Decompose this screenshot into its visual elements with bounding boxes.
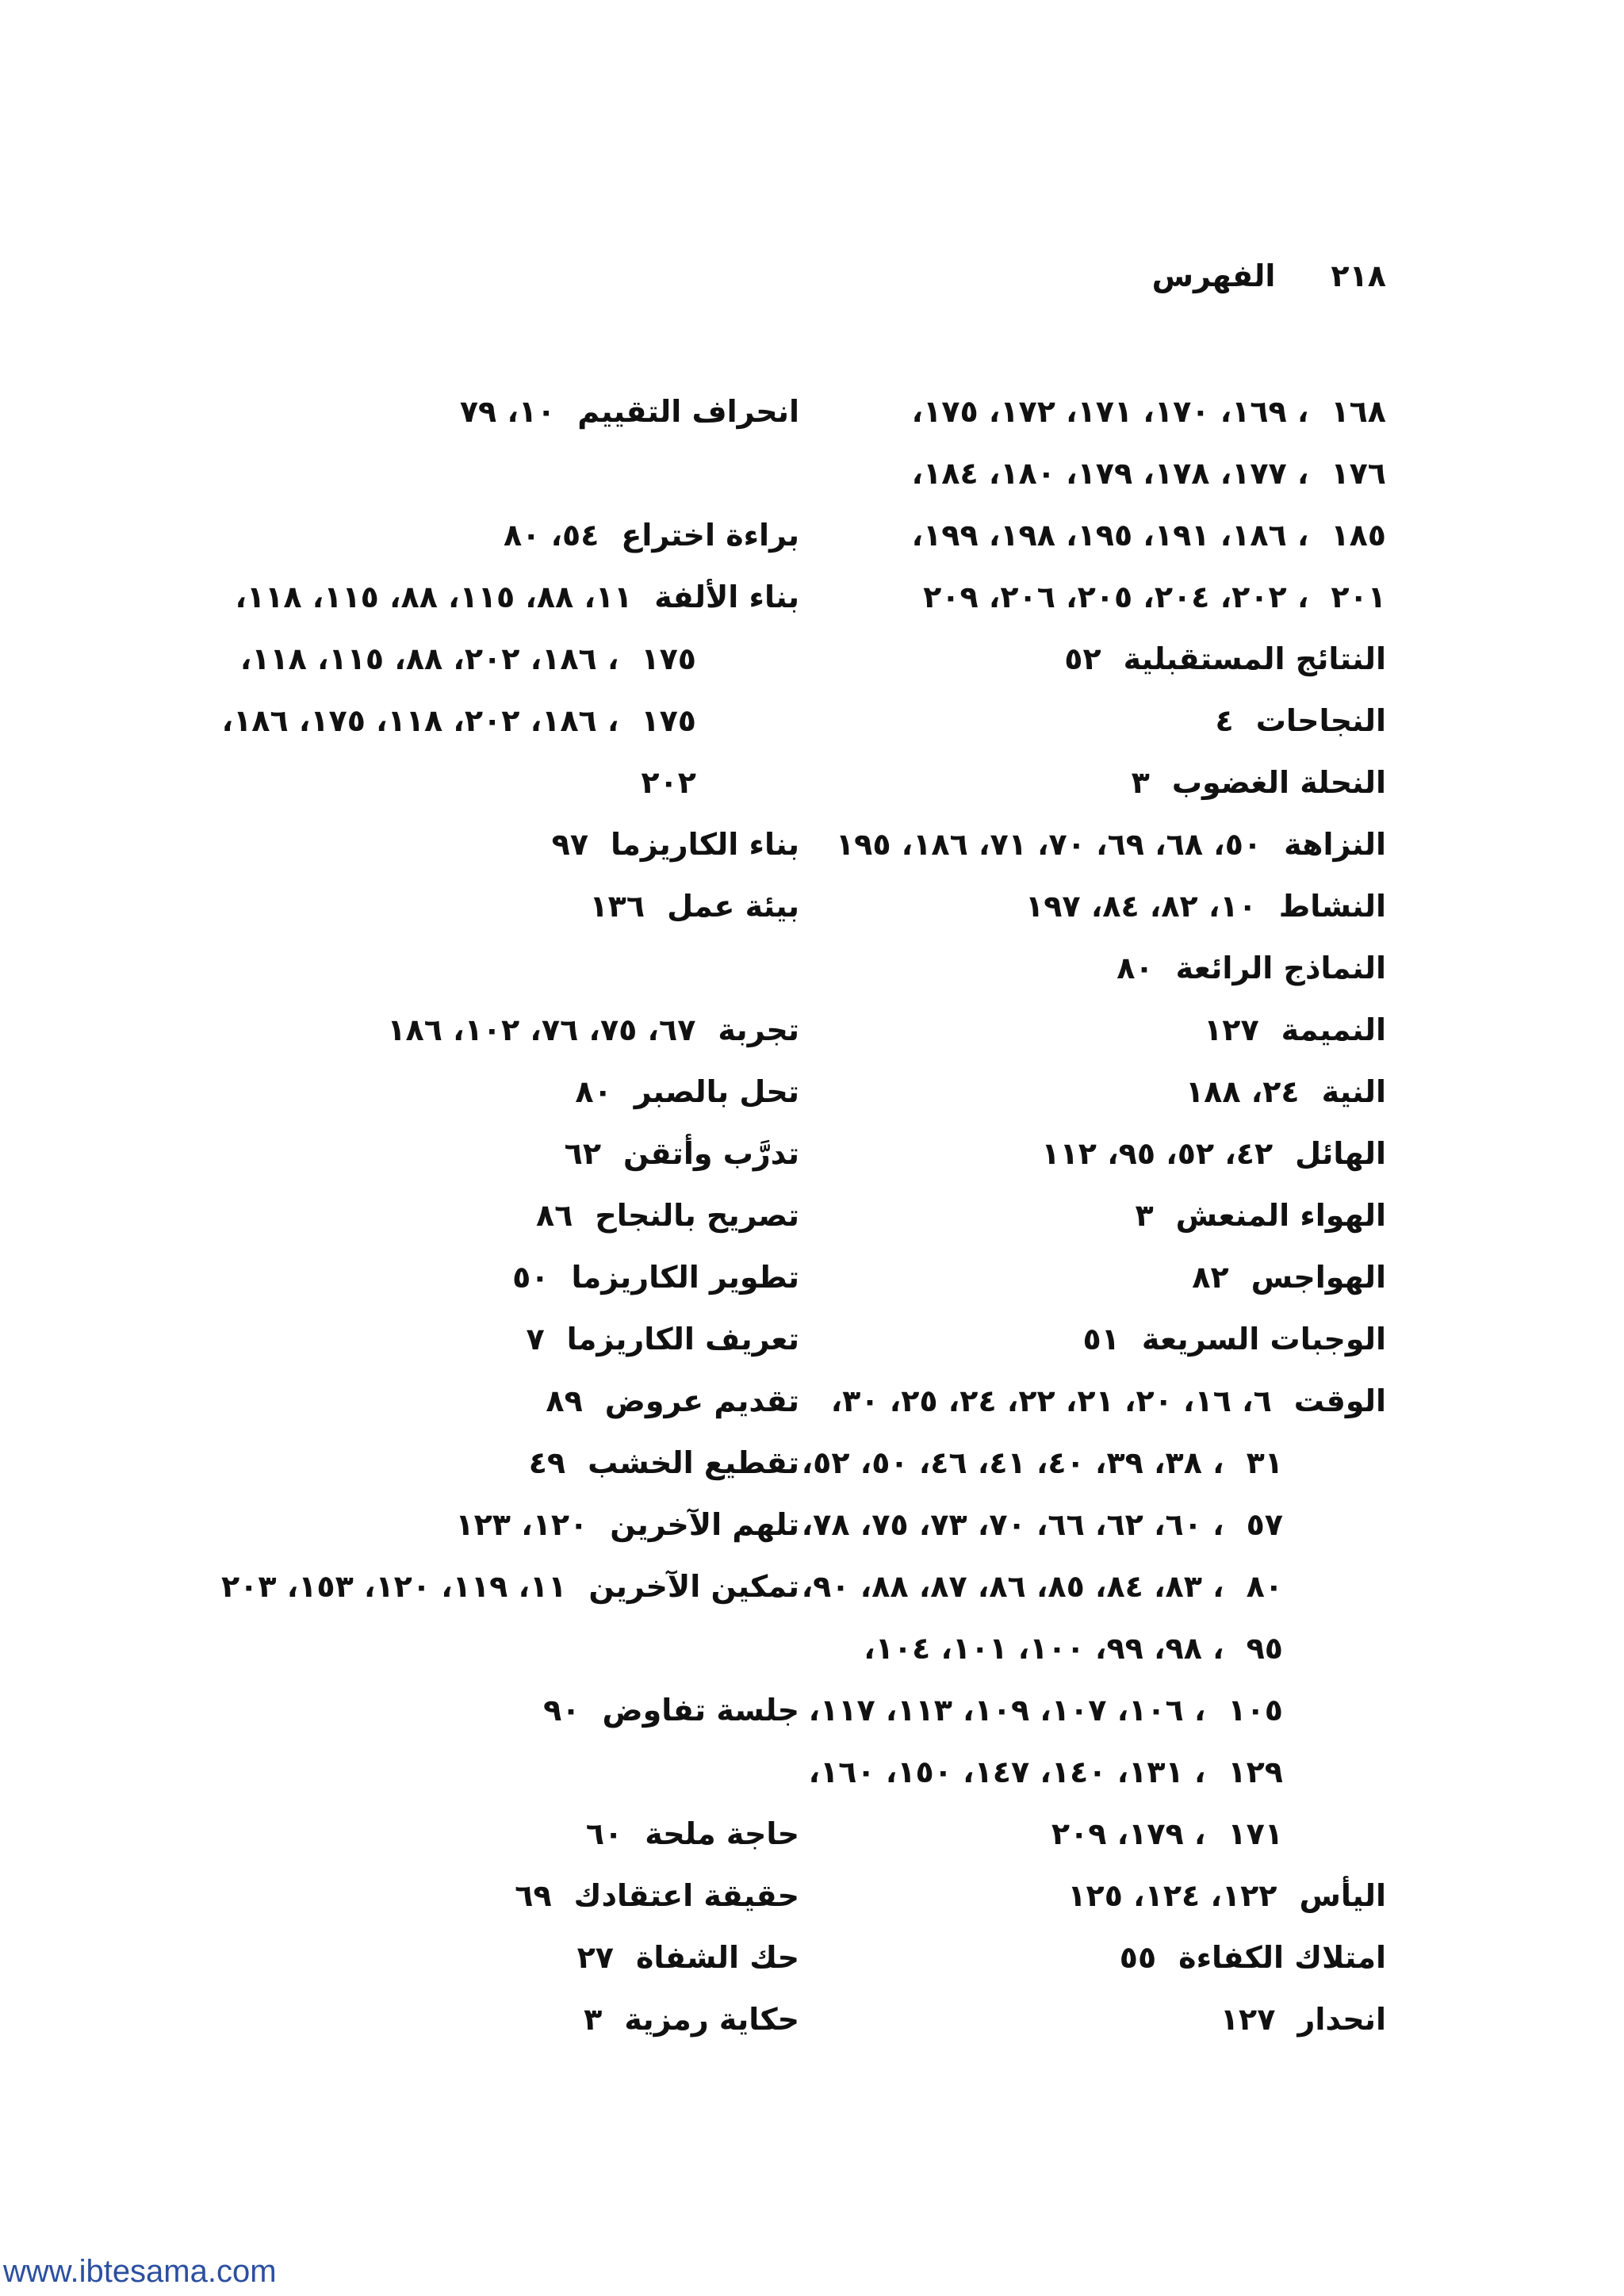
index-term: النجاحات bbox=[1255, 703, 1386, 738]
index-entry bbox=[783, 504, 1386, 566]
index-entry bbox=[197, 381, 799, 442]
index-pages: ٨٠ bbox=[1116, 951, 1154, 985]
index-entry bbox=[197, 1494, 799, 1556]
index-pages: ١٠، ٧٩ bbox=[459, 394, 556, 429]
index-entry bbox=[197, 1865, 799, 1927]
index-pages: ٣١، ٣٨، ٣٩، ٤٠، ٤١، ٤٦، ٥٠، ٥٢، bbox=[801, 1445, 1283, 1480]
index-entry bbox=[197, 1123, 799, 1184]
index-term: الهواء المنعش bbox=[1175, 1198, 1386, 1233]
index-term: الهواجس bbox=[1251, 1260, 1386, 1295]
index-pages: ١٧٥، ١٨٦، ٢٠٢، ١١٨، ١٧٥، ١٨٦، bbox=[221, 703, 696, 738]
index-pages: ٢٠١، ٢٠٢، ٢٠٤، ٢٠٥، ٢٠٦، ٢٠٩ bbox=[923, 580, 1386, 614]
index-entry bbox=[783, 1988, 1386, 2050]
index-term: اليأس bbox=[1299, 1878, 1386, 1913]
index-pages: ٣ bbox=[584, 2002, 603, 2037]
index-pages: ٥٠ bbox=[512, 1260, 550, 1295]
index-entry bbox=[783, 1123, 1386, 1184]
index-term: بناء الكاريزما bbox=[611, 827, 799, 862]
index-term: تصريح بالنجاح bbox=[595, 1198, 799, 1233]
index-term: الوقت bbox=[1293, 1383, 1386, 1418]
index-pages: ١١، ١١٩، ١٢٠، ١٥٣، ٢٠٣ bbox=[220, 1569, 567, 1604]
index-term: جلسة تفاوض bbox=[602, 1693, 799, 1728]
index-column-left bbox=[197, 381, 799, 2050]
index-pages: ٨٠ bbox=[575, 1074, 612, 1109]
index-term: تطوير الكاريزما bbox=[571, 1260, 799, 1295]
index-term: انحراف التقييم bbox=[577, 394, 799, 429]
index-pages: ٥١ bbox=[1082, 1322, 1120, 1357]
index-term: النحلة الغضوب bbox=[1171, 765, 1386, 800]
index-term: بيئة عمل bbox=[667, 889, 799, 924]
index-entry bbox=[783, 566, 1386, 628]
index-term: النماذج الرائعة bbox=[1175, 951, 1386, 985]
index-term: تحل بالصبر bbox=[634, 1074, 799, 1109]
index-entry bbox=[783, 381, 1386, 442]
index-entry bbox=[783, 1741, 1386, 1803]
index-pages: ١٣٦ bbox=[589, 889, 645, 924]
index-pages: ١٢٧ bbox=[1204, 1012, 1259, 1047]
index-entry bbox=[197, 442, 799, 504]
index-term: الهائل bbox=[1295, 1136, 1386, 1171]
index-entry bbox=[197, 1617, 799, 1679]
index-entry bbox=[197, 1246, 799, 1308]
index-pages: ٣ bbox=[1135, 1198, 1154, 1233]
index-entry bbox=[783, 1061, 1386, 1123]
index-entry bbox=[783, 1370, 1386, 1432]
index-pages: ٥٥ bbox=[1119, 1940, 1157, 1975]
index-pages: ٤٢، ٥٢، ٩٥، ١١٢ bbox=[1041, 1136, 1274, 1171]
index-pages: ٨٦ bbox=[536, 1198, 573, 1233]
index-term: النية bbox=[1321, 1074, 1386, 1109]
index-pages: ٨٠، ٨٣، ٨٤، ٨٥، ٨٦، ٨٧، ٨٨، ٩٠، bbox=[801, 1569, 1283, 1604]
index-term: النتائج المستقبلية bbox=[1123, 641, 1386, 676]
index-pages: ٦٧، ٧٥، ٧٦، ١٠٢، ١٨٦ bbox=[387, 1012, 696, 1047]
index-entry bbox=[783, 1927, 1386, 1988]
index-entry bbox=[197, 566, 799, 628]
index-entry bbox=[783, 1432, 1386, 1494]
index-entry bbox=[197, 1432, 799, 1494]
index-term: تعريف الكاريزما bbox=[566, 1322, 799, 1357]
index-pages: ١٢٧ bbox=[1220, 2002, 1276, 2037]
index-pages: ١٧١، ١٧٩، ٢٠٩ bbox=[1051, 1816, 1283, 1851]
page-number: ٢١٨ bbox=[1331, 258, 1386, 293]
index-pages: ٦٠ bbox=[585, 1816, 623, 1851]
index-entry bbox=[783, 752, 1386, 813]
index-pages: ٩٠ bbox=[543, 1693, 580, 1728]
index-pages: ٨٩ bbox=[546, 1383, 583, 1418]
index-term: تلهم الآخرين bbox=[610, 1507, 799, 1542]
index-term: حقيقة اعتقادك bbox=[573, 1878, 799, 1913]
index-term: النشاط bbox=[1278, 889, 1386, 924]
index-entry bbox=[197, 1370, 799, 1432]
index-pages: ٥٠، ٦٨، ٦٩، ٧٠، ٧١، ١٨٦، ١٩٥ bbox=[835, 827, 1262, 862]
index-entry bbox=[783, 999, 1386, 1061]
index-pages: ١٧٥، ١٨٦، ٢٠٢، ٨٨، ١١٥، ١١٨، bbox=[239, 641, 696, 676]
index-entry bbox=[783, 690, 1386, 752]
index-pages: ١١، ٨٨، ١١٥، ٨٨، ١١٥، ١١٨، bbox=[235, 580, 633, 614]
index-column-right bbox=[783, 381, 1386, 2050]
index-entry bbox=[197, 1679, 799, 1741]
index-entry bbox=[783, 1556, 1386, 1617]
index-entry bbox=[197, 875, 799, 937]
index-term: تمكين الآخرين bbox=[588, 1569, 799, 1604]
index-entry bbox=[783, 628, 1386, 690]
index-pages: ٢٤، ١٨٨ bbox=[1185, 1074, 1300, 1109]
index-pages: ٤٩ bbox=[528, 1445, 566, 1480]
index-pages: ٦، ١٦، ٢٠، ٢١، ٢٢، ٢٤، ٢٥، ٣٠، bbox=[830, 1383, 1272, 1418]
index-term: حاجة ملحة bbox=[645, 1816, 799, 1851]
index-pages: ١٢٠، ١٢٣ bbox=[455, 1507, 588, 1542]
footer-url[interactable]: www.ibtesama.com bbox=[3, 2254, 277, 2289]
index-entry bbox=[197, 813, 799, 875]
index-pages: ١٠، ٨٢، ٨٤، ١٩٧ bbox=[1025, 889, 1257, 924]
index-term: تقديم عروض bbox=[604, 1383, 799, 1418]
index-term: النزاهة bbox=[1284, 827, 1386, 862]
index-term: حك الشفاة bbox=[635, 1940, 799, 1975]
index-term: النميمة bbox=[1281, 1012, 1386, 1047]
index-entry bbox=[783, 1679, 1386, 1741]
index-entry bbox=[783, 937, 1386, 999]
index-pages: ٢٧ bbox=[576, 1940, 614, 1975]
index-pages: ١٢٢، ١٢٤، ١٢٥ bbox=[1067, 1878, 1277, 1913]
index-term: حكاية رمزية bbox=[624, 2002, 799, 2037]
index-entry bbox=[197, 690, 799, 752]
index-pages: ٧ bbox=[526, 1322, 545, 1357]
index-pages: ١٧٦، ١٧٧، ١٧٨، ١٧٩، ١٨٠، ١٨٤، bbox=[911, 456, 1386, 491]
index-entry bbox=[197, 1308, 799, 1370]
index-entry bbox=[783, 1865, 1386, 1927]
index-entry bbox=[783, 442, 1386, 504]
index-entry bbox=[783, 1184, 1386, 1246]
index-term: انحدار bbox=[1297, 2002, 1386, 2037]
index-term: تجربة bbox=[718, 1012, 799, 1047]
page-title: الفهرس bbox=[1151, 258, 1276, 293]
index-entry bbox=[783, 1494, 1386, 1556]
index-term: بناء الألفة bbox=[654, 580, 799, 614]
index-entry bbox=[783, 1617, 1386, 1679]
index-pages: ٩٥، ٩٨، ٩٩، ١٠٠، ١٠١، ١٠٤، bbox=[864, 1631, 1283, 1666]
index-pages: ٥٢ bbox=[1064, 641, 1101, 676]
index-term: امتلاك الكفاءة bbox=[1178, 1940, 1386, 1975]
index-pages: ٥٧، ٦٠، ٦٢، ٦٦، ٧٠، ٧٣، ٧٥، ٧٨، bbox=[801, 1507, 1283, 1542]
index-entry bbox=[197, 1803, 799, 1865]
index-pages: ٩٧ bbox=[551, 827, 589, 862]
index-entry bbox=[783, 1246, 1386, 1308]
index-entry bbox=[197, 1988, 799, 2050]
index-pages: ٤ bbox=[1215, 703, 1234, 738]
index-term: الوجبات السريعة bbox=[1141, 1322, 1386, 1357]
index-entry bbox=[783, 1803, 1386, 1865]
index-pages: ٥٤، ٨٠ bbox=[503, 518, 599, 553]
index-term: براءة اختراع bbox=[621, 518, 799, 553]
index-entry bbox=[197, 752, 799, 813]
index-entry bbox=[197, 504, 799, 566]
index-entry bbox=[197, 1184, 799, 1246]
index-term: تدرَّب وأتقن bbox=[623, 1136, 799, 1171]
index-entry bbox=[783, 813, 1386, 875]
index-pages: ١٠٥، ١٠٦، ١٠٧، ١٠٩، ١١٣، ١١٧، bbox=[808, 1693, 1283, 1728]
index-pages: ١٦٨، ١٦٩، ١٧٠، ١٧١، ١٧٢، ١٧٥، bbox=[911, 394, 1386, 429]
index-term: تقطيع الخشب bbox=[588, 1445, 799, 1480]
index-pages: ٣ bbox=[1131, 765, 1150, 800]
index-entry bbox=[197, 1927, 799, 1988]
index-pages: ١٢٩، ١٣١، ١٤٠، ١٤٧، ١٥٠، ١٦٠، bbox=[808, 1755, 1283, 1789]
index-entry bbox=[197, 1556, 799, 1617]
index-entry bbox=[783, 875, 1386, 937]
index-pages: ٨٢ bbox=[1192, 1260, 1229, 1295]
index-pages: ٦٢ bbox=[564, 1136, 602, 1171]
index-pages: ٦٩ bbox=[515, 1878, 552, 1913]
page-header bbox=[1053, 252, 1386, 300]
index-entry bbox=[197, 1741, 799, 1803]
index-entry bbox=[197, 999, 799, 1061]
index-entry bbox=[197, 937, 799, 999]
index-entry bbox=[197, 1061, 799, 1123]
index-entry bbox=[197, 628, 799, 690]
index-pages: ٢٠٢ bbox=[641, 765, 696, 800]
index-entry bbox=[783, 1308, 1386, 1370]
index-pages: ١٨٥، ١٨٦، ١٩١، ١٩٥، ١٩٨، ١٩٩، bbox=[911, 518, 1386, 553]
